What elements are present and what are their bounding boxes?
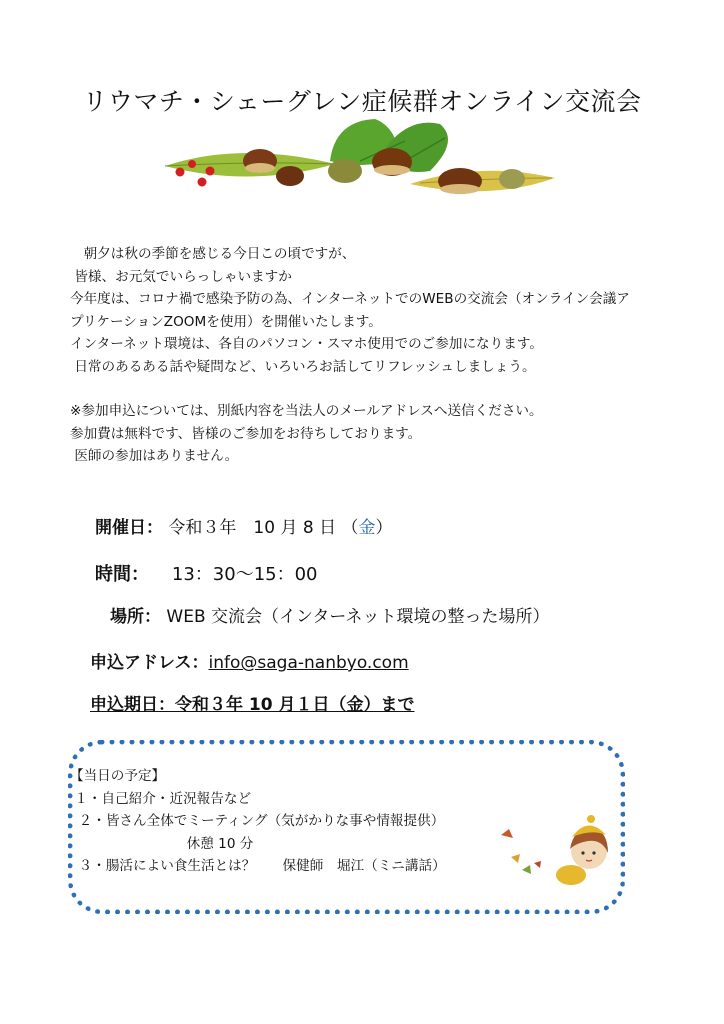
date-label: 開催日： — [95, 518, 163, 538]
note-line: ※参加申込については、別紙内容を当法人のメールアドレスへ送信ください。 — [70, 403, 543, 419]
intro-line: 朝夕は秋の季節を感じる今日この頃ですが、 — [70, 246, 356, 262]
girl-with-leaves-illustration — [496, 815, 616, 885]
autumn-leaves-chestnuts-illustration — [160, 116, 560, 206]
intro-line: 今年度は、コロナ禍で感染予防の為、インターネットでのWEBの交流会（オンライン会議ア — [70, 291, 630, 307]
schedule-item: 休憩 10 分 — [70, 835, 254, 852]
intro-line: プリケーションZOOMを使用）を開催いたします。 — [70, 313, 382, 330]
intro-line: 日常のあるある話や疑問など、いろいろお話してリフレッシュしましょう。 — [70, 358, 536, 375]
place-label: 場所： — [110, 607, 161, 627]
place-value: WEB 交流会（インターネット環境の整った場所） — [166, 607, 550, 627]
intro-line: 皆様、お元気でいらっしゃいますか — [70, 268, 292, 285]
event-time — [95, 560, 318, 586]
address-label: 申込アドレス： — [90, 653, 209, 673]
schedule-heading: 【当日の予定】 — [70, 768, 166, 784]
event-place — [110, 602, 550, 627]
schedule-item: １・自己紹介・近況報告など — [70, 790, 252, 807]
date-close: ） — [375, 518, 393, 538]
date-value: 令和３年 10 月 8 日 （ — [168, 518, 359, 538]
email-link[interactable]: info@saga-nanbyo.com — [208, 653, 409, 673]
application-address — [90, 648, 409, 673]
page-title: リウマチ・シェーグレン症候群オンライン交流会 — [82, 87, 642, 116]
schedule-item: ２・皆さん全体でミーティング（気がかりな事や情報提供） — [70, 813, 445, 829]
date-weekday: 金 — [358, 518, 376, 538]
event-date — [95, 513, 392, 538]
note-line: 参加費は無料です、皆様のご参加をお待ちしております。 — [70, 425, 422, 442]
time-value: 13：30～15：00 — [171, 564, 318, 585]
schedule-item: ３・腸活によい食生活とは？ 保健師 堀江（ミニ講話） — [70, 858, 446, 874]
intro-line: インターネット環境は、各自のパソコン・スマホ使用でのご参加になります。 — [70, 336, 543, 352]
application-deadline: 申込期日：令和３年 10 月１日（金）まで — [90, 695, 415, 715]
schedule-text — [70, 765, 446, 878]
time-label: 時間： — [95, 564, 149, 585]
intro-text — [70, 243, 680, 468]
note-line: 医師の参加はありません。 — [70, 448, 239, 464]
